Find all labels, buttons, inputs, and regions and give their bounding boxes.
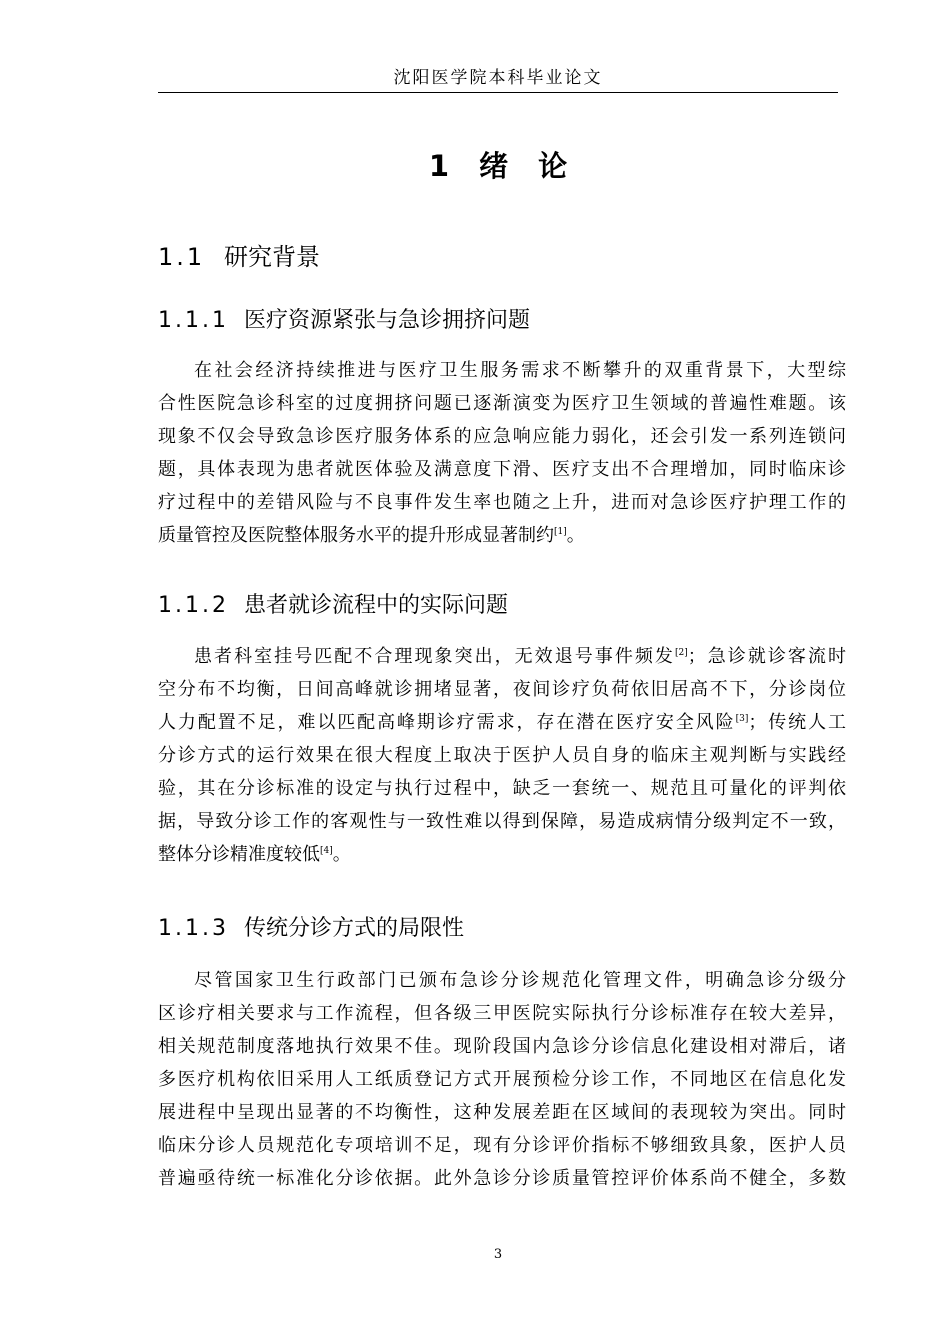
subsection-heading-1-1-3 bbox=[158, 915, 464, 943]
paragraph-line: 合性医院急诊科室的过度拥挤问题已逐渐演变为医疗卫生领域的普遍性难题。该 bbox=[158, 393, 846, 414]
paragraph-line: 现象不仅会导致急诊医疗服务体系的应急响应能力弱化，还会引发一系列连锁问 bbox=[158, 426, 846, 447]
subsection-number: 1.1.2 bbox=[158, 593, 229, 618]
paragraph-line: 多医疗机构依旧采用人工纸质登记方式开展预检分诊工作，不同地区在信息化发 bbox=[158, 1069, 846, 1090]
line-punct: 。 bbox=[566, 525, 585, 546]
section-number: 1.1 bbox=[158, 243, 206, 271]
citation: [3] bbox=[735, 714, 749, 724]
paragraph-line: 空分布不均衡，日间高峰就诊拥堵显著，夜间诊疗负荷依旧居高不下，分诊岗位 bbox=[158, 679, 846, 700]
header-rule bbox=[158, 92, 838, 93]
chapter-title-char: 绪 bbox=[479, 149, 509, 183]
paragraph-line: 分诊方式的运行效果在很大程度上取决于医护人员自身的临床主观判断与实践经 bbox=[158, 745, 846, 766]
chapter-number: 1 bbox=[428, 149, 450, 183]
line-text: 整体分诊精准度较低 bbox=[158, 844, 320, 865]
section-heading-1-1 bbox=[158, 242, 320, 272]
subsection-title: 患者就诊流程中的实际问题 bbox=[244, 593, 509, 618]
chapter-title-char: 论 bbox=[538, 149, 568, 183]
page-number: 3 bbox=[493, 1247, 503, 1262]
paragraph-line: 普遍亟待统一标准化分诊依据。此外急诊分诊质量管控评价体系尚不健全，多数 bbox=[158, 1168, 846, 1189]
paragraph-1-1-2 bbox=[158, 640, 846, 871]
subsection-title: 传统分诊方式的局限性 bbox=[244, 916, 465, 941]
line-text: 人力配置不足，难以匹配高峰期诊疗需求，存在潜在医疗安全风险 bbox=[158, 712, 736, 733]
paragraph-line: 在社会经济持续推进与医疗卫生服务需求不断攀升的双重背景下，大型综 bbox=[194, 360, 846, 381]
paragraph-line: 验，其在分诊标准的设定与执行过程中，缺乏一套统一、规范且可量化的评判依 bbox=[158, 778, 846, 799]
subsection-heading-1-1-2 bbox=[158, 592, 508, 620]
paragraph-1-1-3 bbox=[158, 964, 846, 1195]
chapter-title bbox=[158, 148, 838, 184]
paragraph-line bbox=[158, 519, 846, 552]
citation: [1] bbox=[554, 527, 567, 537]
paragraph-line: 据，导致分诊工作的客观性与一致性难以得到保障，易造成病情分级判定不一致， bbox=[158, 811, 846, 832]
paragraph-line: 疗过程中的差错风险与不良事件发生率也随之上升，进而对急诊医疗护理工作的 bbox=[158, 492, 846, 513]
section-title: 研究背景 bbox=[224, 243, 320, 271]
paragraph-line: 区诊疗相关要求与工作流程，但各级三甲医院实际执行分诊标准存在较大差异， bbox=[158, 1003, 846, 1024]
paragraph-line: 展进程中呈现出显著的不均衡性，这种发展差距在区域间的表现较为突出。同时 bbox=[158, 1102, 846, 1123]
paragraph-line bbox=[158, 838, 846, 871]
subsection-heading-1-1-1 bbox=[158, 307, 530, 335]
line-text: 质量管控及医院整体服务水平的提升形成显著制约 bbox=[158, 525, 554, 546]
paragraph-line bbox=[158, 640, 846, 673]
citation: [4] bbox=[320, 846, 333, 856]
line-punct: 。 bbox=[332, 844, 351, 865]
line-text: 患者科室挂号匹配不合理现象突出，无效退号事件频发 bbox=[194, 646, 675, 667]
subsection-title: 医疗资源紧张与急诊拥挤问题 bbox=[244, 308, 531, 333]
paragraph-1-1-1 bbox=[158, 354, 846, 552]
line-text: ；传统人工 bbox=[748, 712, 847, 733]
paragraph-line: 相关规范制度落地执行效果不佳。现阶段国内急诊分诊信息化建设相对滞后，诸 bbox=[158, 1036, 846, 1057]
line-text: ；急诊就诊客流时 bbox=[687, 646, 847, 667]
citation: [2] bbox=[674, 648, 688, 658]
paragraph-line: 尽管国家卫生行政部门已颁布急诊分诊规范化管理文件，明确急诊分级分 bbox=[194, 970, 846, 991]
paragraph-line: 临床分诊人员规范化专项培训不足，现有分诊评价指标不够细致具象，医护人员 bbox=[158, 1135, 846, 1156]
running-header: 沈阳医学院本科毕业论文 bbox=[393, 68, 603, 88]
subsection-number: 1.1.1 bbox=[158, 308, 229, 333]
paragraph-line: 题，具体表现为患者就医体验及满意度下滑、医疗支出不合理增加，同时临床诊 bbox=[158, 459, 846, 480]
subsection-number: 1.1.3 bbox=[158, 916, 229, 941]
paragraph-line bbox=[158, 706, 846, 739]
